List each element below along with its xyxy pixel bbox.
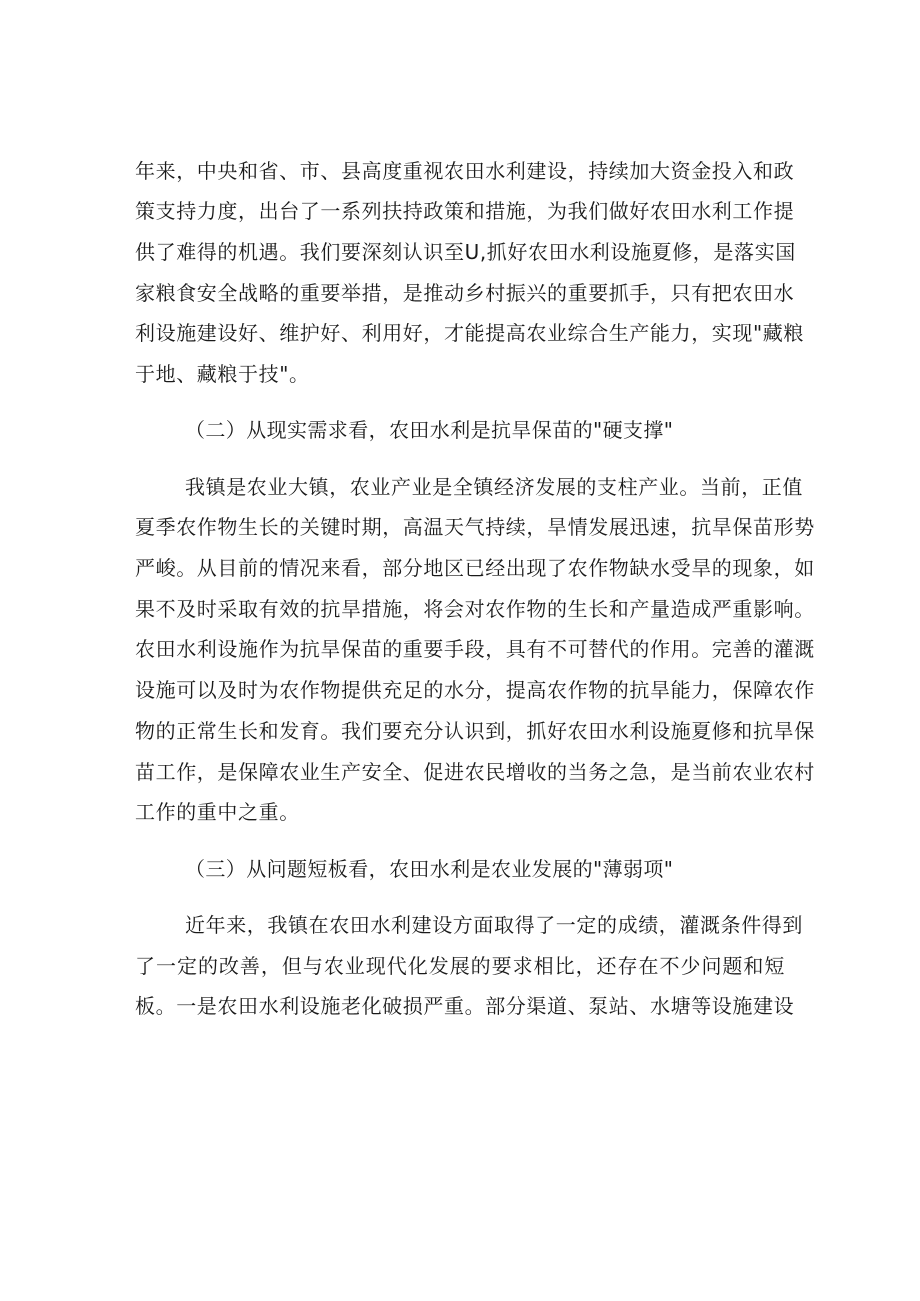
- paragraph-line: 物的正常生长和发育。我们要充分认识到，抓好农田水利设施夏修和抗旱保: [135, 719, 815, 743]
- paragraph-line: 供了难得的机遇。我们要深刻认识至U,抓好农田水利设施夏修，是落实国: [135, 240, 796, 264]
- paragraph-line: 利设施建设好、维护好、利用好，才能提高农业综合生产能力，实现"藏粮: [135, 321, 804, 345]
- paragraph-line: 夏季农作物生长的关键时期，高温天气持续，旱情发展迅速，抗旱保苗形势: [135, 515, 815, 539]
- paragraph-line: 策支持力度，出台了一系列扶持政策和措施，为我们做好农田水利工作提: [135, 199, 795, 223]
- section-heading: （二）从现实需求看，农田水利是抗旱保苗的"硬支撑": [185, 418, 674, 442]
- section-heading: （三）从问题短板看，农田水利是农业发展的"薄弱项": [185, 857, 674, 881]
- paragraph-line: 板。一是农田水利设施老化破损严重。部分渠道、泵站、水塘等设施建设: [135, 994, 795, 1018]
- paragraph-line: 了一定的改善，但与农业现代化发展的要求相比，还存在不少问题和短: [135, 954, 785, 978]
- paragraph-line: 近年来，我镇在农田水利建设方面取得了一定的成绩，灌溉条件得到: [185, 913, 803, 937]
- paragraph-line: 严峻。从目前的情况来看，部分地区已经出现了农作物缺水受旱的现象，如: [135, 556, 815, 580]
- paragraph-line: 于地、藏粮于技"。: [135, 362, 310, 386]
- paragraph-line: 农田水利设施作为抗旱保苗的重要手段，具有不可替代的作用。完善的灌溉: [135, 637, 815, 661]
- paragraph-line: 苗工作，是保障农业生产安全、促进农民增收的当务之急，是当前农业农村: [135, 760, 815, 784]
- paragraph-line: 年来，中央和省、市、县高度重视农田水利建设，持续加大资金投入和政: [135, 159, 795, 183]
- paragraph-line: 果不及时采取有效的抗旱措施，将会对农作物的生长和产量造成严重影响。: [135, 597, 815, 621]
- paragraph-line: 设施可以及时为农作物提供充足的水分，提高农作物的抗旱能力，保障农作: [135, 678, 815, 702]
- paragraph-line: 家粮食安全战略的重要举措，是推动乡村振兴的重要抓手，只有把农田水: [135, 281, 795, 305]
- paragraph-line: 工作的重中之重。: [135, 800, 300, 824]
- paragraph-line: 我镇是农业大镇，农业产业是全镇经济发展的支柱产业。当前，正值: [185, 475, 803, 499]
